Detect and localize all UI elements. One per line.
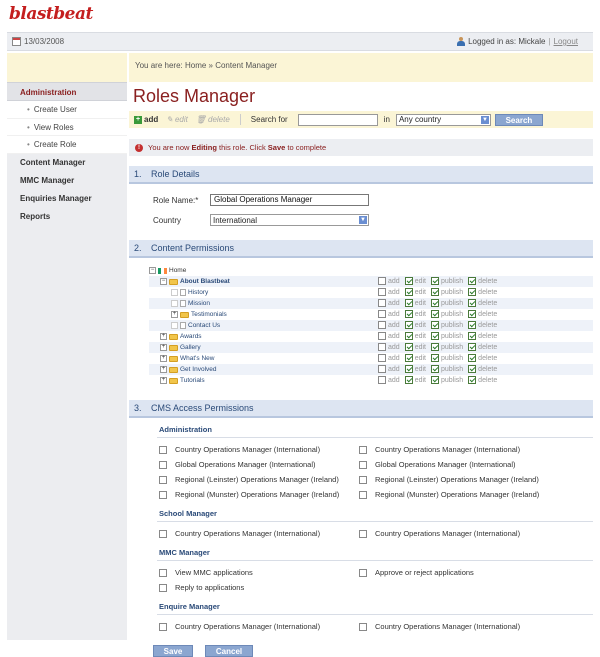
folder-icon: [169, 378, 178, 384]
section-number: 2.: [134, 243, 142, 253]
tree-row: [149, 375, 593, 386]
sidebar-item-create-role[interactable]: • Create Role: [7, 136, 127, 154]
publish-permission-label: publish: [440, 288, 464, 296]
delete-checkbox[interactable]: [468, 288, 476, 296]
tree-row-permissions: [378, 332, 502, 340]
delete-checkbox[interactable]: [468, 321, 476, 329]
access-option: [159, 568, 253, 577]
access-checkbox[interactable]: [159, 491, 167, 499]
edit-button: [166, 115, 188, 124]
sidebar-item-reports[interactable]: Reports: [20, 211, 51, 221]
sidebar-item-administration[interactable]: Administration: [7, 82, 127, 101]
page-title: Roles Manager: [133, 86, 256, 106]
save-button[interactable]: Save: [153, 645, 193, 657]
access-checkbox[interactable]: [359, 476, 367, 484]
tree-row: [149, 276, 593, 287]
access-option: [359, 460, 516, 469]
edit-checkbox[interactable]: [405, 343, 413, 351]
folder-icon: [180, 312, 189, 318]
node-spacer: [171, 322, 178, 329]
logged-in-label: Logged in as: Mickale: [468, 37, 546, 46]
folder-icon: [169, 279, 178, 285]
user-icon: [457, 37, 465, 46]
delete-permission-label: delete: [478, 321, 498, 329]
section-header: [129, 240, 593, 256]
tree-row: [149, 364, 593, 375]
add-permission-label: add: [388, 321, 400, 329]
delete-checkbox[interactable]: [468, 277, 476, 285]
delete-checkbox[interactable]: [468, 376, 476, 384]
tree-node-label[interactable]: Testimonials: [191, 311, 227, 318]
form-actions: [129, 645, 593, 657]
alert-icon: !: [135, 144, 143, 152]
toolbar-divider: [240, 114, 241, 125]
access-option-label: Country Operations Manager (International): [175, 622, 321, 631]
tree-row: [149, 309, 593, 320]
access-option-label: Country Operations Manager (International): [375, 529, 521, 538]
access-option-label: Regional (Munster) Operations Manager (Ireland): [375, 490, 540, 499]
notice-part: You are now: [148, 143, 192, 152]
publish-permission-label: publish: [440, 277, 464, 285]
folder-icon: [169, 356, 178, 362]
access-checkbox[interactable]: [359, 530, 367, 538]
delete-permission-label: delete: [478, 343, 498, 351]
top-bar: [7, 32, 593, 51]
access-row: [129, 526, 593, 541]
chevron-down-icon: ▼: [481, 116, 488, 123]
role-name-label: Role Name:*: [153, 195, 199, 205]
search-button[interactable]: Search: [495, 114, 543, 126]
in-label: in: [383, 115, 390, 124]
content-tree: [149, 265, 593, 386]
edit-checkbox[interactable]: [405, 277, 413, 285]
add-permission-label: add: [388, 332, 400, 340]
section-title: Role Details: [151, 169, 200, 179]
edit-permission-label: edit: [414, 354, 426, 362]
expand-icon[interactable]: +: [161, 377, 166, 383]
sidebar-top-strip: [7, 53, 127, 82]
tree-row-permissions: [378, 343, 502, 351]
section-underline: [129, 256, 593, 258]
add-permission-label: add: [388, 343, 400, 351]
add-checkbox[interactable]: [378, 376, 386, 384]
access-option: [159, 622, 320, 631]
folder-icon: [169, 345, 178, 351]
section-cms-access: [129, 400, 593, 638]
notice-editing: Editing: [191, 143, 217, 152]
access-row: [129, 487, 593, 502]
edit-checkbox[interactable]: [405, 365, 413, 373]
delete-permission-label: delete: [478, 310, 498, 318]
tree-node-label[interactable]: Contact Us: [188, 322, 221, 329]
section-header: [129, 166, 593, 182]
publish-checkbox[interactable]: [431, 288, 439, 296]
tree-row-permissions: [378, 299, 502, 307]
access-row: [129, 619, 593, 634]
role-name-input[interactable]: Global Operations Manager: [210, 194, 369, 206]
delete-permission-label: delete: [478, 376, 498, 384]
delete-checkbox[interactable]: [468, 343, 476, 351]
section-underline: [129, 182, 593, 184]
publish-checkbox[interactable]: [431, 343, 439, 351]
add-checkbox[interactable]: [378, 365, 386, 373]
tree-row: [149, 342, 593, 353]
publish-permission-label: publish: [440, 343, 464, 351]
access-option-label: Country Operations Manager (International): [375, 622, 521, 631]
country-filter-value: Any country: [398, 115, 442, 124]
publish-checkbox[interactable]: [431, 365, 439, 373]
expand-icon[interactable]: +: [172, 311, 177, 317]
publish-checkbox[interactable]: [431, 310, 439, 318]
folder-icon: [169, 334, 178, 340]
add-button[interactable]: add: [144, 115, 159, 124]
expand-icon[interactable]: +: [161, 355, 166, 361]
access-option-label: Reply to applications: [175, 583, 245, 592]
add-checkbox[interactable]: [378, 343, 386, 351]
access-checkbox[interactable]: [159, 623, 167, 631]
access-row: [129, 565, 593, 580]
tree-row: [149, 320, 593, 331]
separator: |: [548, 37, 551, 46]
delete-checkbox[interactable]: [468, 299, 476, 307]
edit-checkbox[interactable]: [405, 321, 413, 329]
access-option: [359, 475, 539, 484]
section-role-details: [129, 166, 593, 227]
add-checkbox[interactable]: [378, 288, 386, 296]
section-underline: [129, 416, 593, 418]
add-permission-label: add: [388, 354, 400, 362]
delete-checkbox[interactable]: [468, 310, 476, 318]
edit-checkbox[interactable]: [405, 354, 413, 362]
notice-save: Save: [267, 143, 286, 152]
publish-permission-label: publish: [440, 354, 464, 362]
access-option: [159, 460, 316, 469]
logo[interactable]: blastbeat: [9, 4, 93, 24]
country-select[interactable]: [210, 214, 369, 226]
publish-checkbox[interactable]: [431, 321, 439, 329]
expand-icon[interactable]: +: [161, 344, 166, 350]
tree-node-label[interactable]: Get Involved: [180, 366, 217, 373]
section-title: CMS Access Permissions: [151, 403, 254, 413]
access-checkbox[interactable]: [159, 476, 167, 484]
date-text: 13/03/2008: [24, 37, 65, 46]
edit-label: edit: [174, 115, 188, 124]
edit-permission-label: edit: [414, 277, 426, 285]
access-option-label: Regional (Leinster) Operations Manager (Ireland): [175, 475, 339, 484]
edit-permission-label: edit: [414, 365, 426, 373]
access-option: [159, 529, 320, 538]
edit-permission-label: edit: [414, 299, 426, 307]
delete-permission-label: delete: [478, 332, 498, 340]
calendar-icon: [12, 37, 21, 46]
group-spacer: [129, 634, 593, 638]
country-label: Country: [153, 215, 182, 225]
publish-checkbox[interactable]: [431, 332, 439, 340]
access-option-label: View MMC applications: [175, 568, 253, 577]
add-checkbox[interactable]: [378, 332, 386, 340]
section-content-permissions: [129, 240, 593, 386]
section-number: 3.: [134, 403, 142, 413]
expand-icon[interactable]: +: [161, 333, 166, 339]
page-icon: [180, 300, 186, 307]
add-checkbox[interactable]: [378, 277, 386, 285]
access-option-label: Country Operations Manager (International): [175, 445, 321, 454]
cancel-button[interactable]: Cancel: [205, 645, 253, 657]
access-checkbox[interactable]: [359, 623, 367, 631]
notice-text: [148, 143, 326, 152]
notice-part: to complete: [285, 143, 327, 152]
section-number: 1.: [134, 169, 142, 179]
delete-permission-label: delete: [478, 277, 498, 285]
publish-permission-label: publish: [440, 299, 464, 307]
country-row: [129, 213, 593, 227]
tree-row-permissions: [378, 321, 502, 329]
node-spacer: [171, 300, 178, 307]
edit-permission-label: edit: [414, 321, 426, 329]
tree-row-permissions: [378, 354, 502, 362]
tree-row: [149, 298, 593, 309]
access-checkbox[interactable]: [159, 569, 167, 577]
tree-node-label[interactable]: About Blastbeat: [180, 278, 230, 285]
publish-permission-label: publish: [440, 376, 464, 384]
access-checkbox[interactable]: [159, 584, 167, 592]
breadcrumb: You are here: Home » Content Manager: [129, 53, 593, 82]
search-label: Search for: [250, 115, 288, 124]
tree-node-label[interactable]: Mission: [188, 300, 211, 307]
access-row: [129, 442, 593, 457]
access-option: [359, 568, 474, 577]
add-permission-label: add: [388, 299, 400, 307]
tree-node-label[interactable]: Awards: [180, 333, 202, 340]
delete-permission-label: delete: [478, 288, 498, 296]
edit-checkbox[interactable]: [405, 288, 413, 296]
delete-permission-label: delete: [478, 354, 498, 362]
access-row: [129, 472, 593, 487]
access-option: [359, 622, 520, 631]
publish-checkbox[interactable]: [431, 376, 439, 384]
edit-checkbox[interactable]: [405, 332, 413, 340]
tree-row-permissions: [378, 277, 502, 285]
access-option: [359, 529, 520, 538]
main-content: [129, 53, 593, 657]
add-checkbox[interactable]: [378, 299, 386, 307]
publish-checkbox[interactable]: [431, 354, 439, 362]
sidebar-item-enquiries-manager[interactable]: Enquiries Manager: [20, 193, 92, 203]
tree-node-label[interactable]: Tutorials: [180, 377, 205, 384]
folder-icon: [169, 367, 178, 373]
tree-root: [149, 265, 593, 276]
pencil-icon: ✎: [166, 115, 173, 124]
delete-button: [196, 115, 230, 124]
access-option-label: Country Operations Manager (International): [375, 445, 521, 454]
date-display: [12, 37, 64, 46]
expand-icon[interactable]: +: [161, 366, 166, 372]
page-icon: [180, 322, 186, 329]
access-group-title: MMC Manager: [159, 548, 210, 557]
publish-checkbox[interactable]: [431, 277, 439, 285]
access-row: [129, 580, 593, 595]
access-group-title: Administration: [159, 425, 212, 434]
add-checkbox[interactable]: [378, 321, 386, 329]
edit-permission-label: edit: [414, 376, 426, 384]
node-spacer: [171, 289, 178, 296]
flag-icon: [158, 268, 167, 274]
add-checkbox[interactable]: [378, 310, 386, 318]
add-permission-label: add: [388, 365, 400, 373]
access-checkbox[interactable]: [159, 446, 167, 454]
access-checkbox[interactable]: [359, 491, 367, 499]
country-value: International: [213, 215, 258, 225]
delete-label: delete: [208, 115, 230, 124]
editing-notice: [129, 139, 593, 156]
logout-link[interactable]: Logout: [553, 37, 578, 46]
tree-row: [149, 331, 593, 342]
access-checkbox[interactable]: [159, 461, 167, 469]
add-permission-label: add: [388, 376, 400, 384]
sidebar-item-mmc-manager[interactable]: MMC Manager: [20, 175, 75, 185]
search-input[interactable]: [298, 114, 378, 126]
tree-root-label[interactable]: Home: [169, 267, 187, 274]
tree-node-label[interactable]: History: [188, 289, 209, 296]
sidebar-item-create-user[interactable]: • Create User: [7, 101, 127, 119]
access-checkbox[interactable]: [359, 569, 367, 577]
chevron-down-icon: ▼: [360, 217, 366, 223]
sidebar: [7, 53, 127, 640]
login-status: [457, 37, 578, 46]
add-icon[interactable]: +: [135, 115, 141, 123]
access-option-label: Regional (Munster) Operations Manager (Ireland): [175, 490, 340, 499]
tree-row: [149, 287, 593, 298]
access-option: [159, 490, 339, 499]
access-row: [129, 457, 593, 472]
section-title: Content Permissions: [151, 243, 235, 253]
add-permission-label: add: [388, 310, 400, 318]
delete-checkbox[interactable]: [468, 332, 476, 340]
access-option-label: Global Operations Manager (International): [375, 460, 516, 469]
delete-permission-label: delete: [478, 299, 498, 307]
tree-row-permissions: [378, 310, 502, 318]
access-option: [159, 475, 339, 484]
access-groups: [129, 422, 593, 638]
page-icon: [180, 289, 186, 296]
access-option: [359, 445, 520, 454]
tree-row-permissions: [378, 365, 502, 373]
add-checkbox[interactable]: [378, 354, 386, 362]
tree-node-label[interactable]: Gallery: [180, 344, 201, 351]
role-name-row: [129, 193, 593, 207]
publish-permission-label: publish: [440, 321, 464, 329]
sidebar-item-view-roles[interactable]: • View Roles: [7, 119, 127, 137]
access-checkbox[interactable]: [159, 530, 167, 538]
collapse-icon[interactable]: −: [161, 278, 166, 284]
notice-part: this role. Click: [216, 143, 268, 152]
collapse-icon[interactable]: −: [150, 267, 155, 273]
publish-permission-label: publish: [440, 310, 464, 318]
add-permission-label: add: [388, 288, 400, 296]
edit-checkbox[interactable]: [405, 310, 413, 318]
publish-permission-label: publish: [440, 332, 464, 340]
tree-row: [149, 353, 593, 364]
toolbar: [129, 111, 593, 128]
access-option: [159, 445, 320, 454]
edit-permission-label: edit: [414, 332, 426, 340]
tree-node-label[interactable]: What's New: [180, 355, 215, 362]
country-filter-select[interactable]: [396, 114, 491, 126]
edit-permission-label: edit: [414, 343, 426, 351]
add-permission-label: add: [388, 277, 400, 285]
edit-checkbox[interactable]: [405, 376, 413, 384]
publish-permission-label: publish: [440, 365, 464, 373]
access-option: [159, 583, 244, 592]
sidebar-item-content-manager[interactable]: Content Manager: [20, 157, 86, 167]
edit-checkbox[interactable]: [405, 299, 413, 307]
access-option: [359, 490, 539, 499]
access-option-label: Approve or reject applications: [375, 568, 474, 577]
access-group-title: School Manager: [159, 509, 217, 518]
trash-icon: 🗑: [195, 115, 206, 124]
access-option-label: Country Operations Manager (International): [175, 529, 321, 538]
section-header: [129, 400, 593, 416]
edit-permission-label: edit: [414, 310, 426, 318]
access-option-label: Regional (Leinster) Operations Manager (Ireland): [375, 475, 539, 484]
tree-row-permissions: [378, 288, 502, 296]
tree-row-permissions: [378, 376, 502, 384]
delete-checkbox[interactable]: [468, 365, 476, 373]
delete-permission-label: delete: [478, 365, 498, 373]
access-checkbox[interactable]: [359, 461, 367, 469]
delete-checkbox[interactable]: [468, 354, 476, 362]
access-option-label: Global Operations Manager (International): [175, 460, 316, 469]
edit-permission-label: edit: [414, 288, 426, 296]
access-group-title: Enquire Manager: [159, 602, 220, 611]
publish-checkbox[interactable]: [431, 299, 439, 307]
access-checkbox[interactable]: [359, 446, 367, 454]
